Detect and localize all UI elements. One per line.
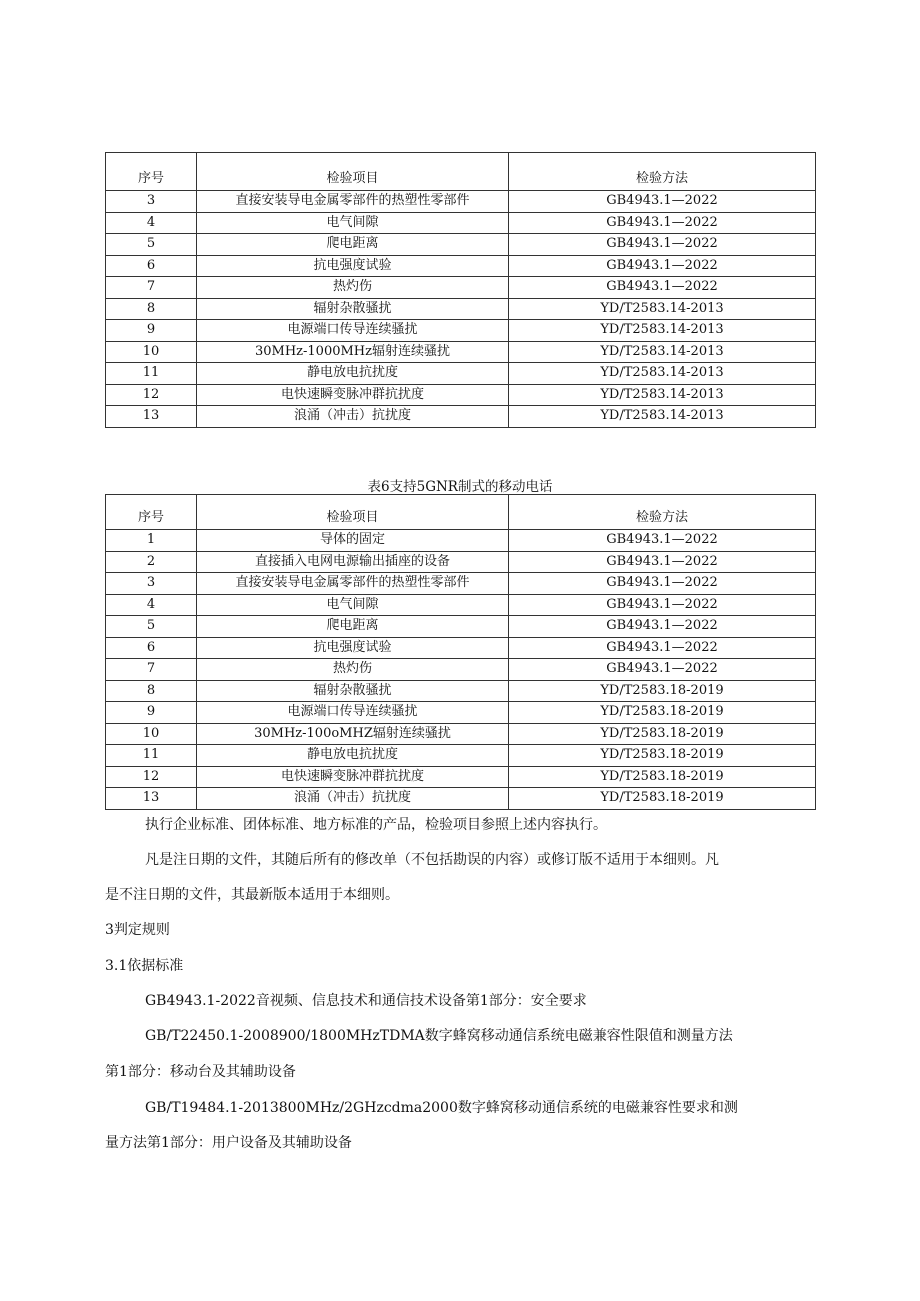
cell-item: 静电放电抗扰度: [197, 745, 509, 767]
table-row: [106, 234, 816, 256]
cell-item: 电源端口传导连续骚扰: [197, 702, 509, 724]
cell-item: 抗电强度试验: [197, 637, 509, 659]
cell-method: GB4943.1—2022: [509, 234, 816, 256]
cell-method: YD/T2583.14-2013: [509, 298, 816, 320]
cell-seq: 6: [106, 255, 197, 277]
cell-item: 抗电强度试验: [197, 255, 509, 277]
cell-method: YD/T2583.18-2019: [509, 702, 816, 724]
header-item: 检验项目: [197, 495, 509, 530]
inspection-table-2: [105, 494, 816, 810]
cell-method: YD/T2583.18-2019: [509, 788, 816, 810]
table-row: [106, 255, 816, 277]
reference-standard-1: GB4943.1-2022音视频、信息技术和通信技术设备第1部分：安全要求: [145, 993, 587, 1009]
cell-seq: 7: [106, 659, 197, 681]
header-method: 检验方法: [509, 495, 816, 530]
cell-item: 爬电距离: [197, 616, 509, 638]
header-seq: 序号: [106, 495, 197, 530]
cell-seq: 12: [106, 384, 197, 406]
cell-seq: 7: [106, 277, 197, 299]
table-row: [106, 573, 816, 595]
table-row: [106, 766, 816, 788]
cell-method: GB4943.1—2022: [509, 659, 816, 681]
cell-seq: 4: [106, 594, 197, 616]
table-row: [106, 702, 816, 724]
table-header-row: [106, 153, 816, 191]
cell-method: GB4943.1—2022: [509, 191, 816, 213]
cell-method: YD/T2583.18-2019: [509, 723, 816, 745]
cell-item: 30MHz-100oMHZ辐射连续骚扰: [197, 723, 509, 745]
table-row: [106, 637, 816, 659]
header-item: 检验项目: [197, 153, 509, 191]
cell-seq: 8: [106, 298, 197, 320]
table-row: [106, 298, 816, 320]
cell-method: YD/T2583.18-2019: [509, 680, 816, 702]
table-row: [106, 320, 816, 342]
reference-standard-2-line2: 第1部分：移动台及其辅助设备: [105, 1064, 296, 1080]
reference-standard-3-line1: GB/T19484.1-2013800MHz/2GHzcdma2000数字蜂窝移动通信系统的电磁兼容性要求和测: [145, 1100, 738, 1116]
cell-method: YD/T2583.18-2019: [509, 766, 816, 788]
cell-item: 导体的固定: [197, 530, 509, 552]
table-row: [106, 723, 816, 745]
cell-seq: 10: [106, 341, 197, 363]
cell-method: YD/T2583.18-2019: [509, 745, 816, 767]
cell-item: 直接安装导电金属零部件的热塑性零部件: [197, 573, 509, 595]
cell-seq: 13: [106, 788, 197, 810]
cell-item: 电源端口传导连续骚扰: [197, 320, 509, 342]
cell-seq: 11: [106, 363, 197, 385]
paragraph-dated-refs-line2: 是不注日期的文件，其最新版本适用于本细则。: [105, 887, 399, 903]
cell-method: GB4943.1—2022: [509, 212, 816, 234]
cell-method: GB4943.1—2022: [509, 573, 816, 595]
cell-method: GB4943.1—2022: [509, 551, 816, 573]
cell-item: 直接安装导电金属零部件的热塑性零部件: [197, 191, 509, 213]
header-method: 检验方法: [509, 153, 816, 191]
cell-method: YD/T2583.14-2013: [509, 341, 816, 363]
paragraph-enterprise-standards: 执行企业标准、团体标准、地方标准的产品，检验项目参照上述内容执行。: [145, 817, 607, 833]
table-row: [106, 277, 816, 299]
cell-item: 爬电距离: [197, 234, 509, 256]
heading-judgement-rules: 3判定规则: [105, 922, 170, 938]
cell-item: 浪涌（冲击）抗扰度: [197, 406, 509, 428]
cell-method: GB4943.1—2022: [509, 277, 816, 299]
cell-seq: 3: [106, 191, 197, 213]
cell-item: 电快速瞬变脉冲群抗扰度: [197, 384, 509, 406]
table-row: [106, 680, 816, 702]
cell-method: GB4943.1—2022: [509, 594, 816, 616]
table-row: [106, 594, 816, 616]
cell-method: YD/T2583.14-2013: [509, 384, 816, 406]
table-row: [106, 530, 816, 552]
cell-item: 直接插入电网电源输出插座的设备: [197, 551, 509, 573]
cell-seq: 2: [106, 551, 197, 573]
cell-item: 电气间隙: [197, 212, 509, 234]
paragraph-dated-refs-line1: 凡是注日期的文件，其随后所有的修改单（不包括勘误的内容）或修订版不适用于本细则。凡: [145, 852, 719, 868]
cell-method: GB4943.1—2022: [509, 530, 816, 552]
cell-item: 电快速瞬变脉冲群抗扰度: [197, 766, 509, 788]
header-seq: 序号: [106, 153, 197, 191]
cell-seq: 10: [106, 723, 197, 745]
cell-method: YD/T2583.14-2013: [509, 363, 816, 385]
inspection-table-1: [105, 152, 816, 428]
table-row: [106, 384, 816, 406]
table-row: [106, 551, 816, 573]
cell-seq: 5: [106, 616, 197, 638]
cell-method: YD/T2583.14-2013: [509, 320, 816, 342]
cell-item: 辐射杂散骚扰: [197, 298, 509, 320]
cell-method: GB4943.1—2022: [509, 255, 816, 277]
cell-item: 30MHz-1000MHz辐射连续骚扰: [197, 341, 509, 363]
table-row: [106, 363, 816, 385]
cell-seq: 11: [106, 745, 197, 767]
cell-seq: 3: [106, 573, 197, 595]
cell-seq: 13: [106, 406, 197, 428]
cell-seq: 4: [106, 212, 197, 234]
table-row: [106, 616, 816, 638]
table-row: [106, 745, 816, 767]
table-row: [106, 212, 816, 234]
cell-item: 辐射杂散骚扰: [197, 680, 509, 702]
cell-seq: 9: [106, 702, 197, 724]
cell-item: 热灼伤: [197, 277, 509, 299]
cell-method: GB4943.1—2022: [509, 616, 816, 638]
table-row: [106, 788, 816, 810]
cell-seq: 12: [106, 766, 197, 788]
table-row: [106, 191, 816, 213]
reference-standard-2-line1: GB/T22450.1-2008900/1800MHzTDMA数字蜂窝移动通信系统电磁兼容性限值和测量方法: [145, 1028, 733, 1044]
table-row: [106, 406, 816, 428]
cell-method: YD/T2583.14-2013: [509, 406, 816, 428]
cell-item: 电气间隙: [197, 594, 509, 616]
cell-seq: 9: [106, 320, 197, 342]
cell-item: 浪涌（冲击）抗扰度: [197, 788, 509, 810]
cell-method: GB4943.1—2022: [509, 637, 816, 659]
table-row: [106, 341, 816, 363]
cell-item: 静电放电抗扰度: [197, 363, 509, 385]
cell-seq: 5: [106, 234, 197, 256]
cell-item: 热灼伤: [197, 659, 509, 681]
cell-seq: 1: [106, 530, 197, 552]
table-2-caption: 表6支持5GNR制式的移动电话: [367, 479, 553, 495]
cell-seq: 6: [106, 637, 197, 659]
table-row: [106, 659, 816, 681]
cell-seq: 8: [106, 680, 197, 702]
reference-standard-3-line2: 量方法第1部分：用户设备及其辅助设备: [105, 1135, 352, 1151]
heading-basis-standards: 3.1依据标准: [105, 958, 184, 974]
table-header-row: [106, 495, 816, 530]
